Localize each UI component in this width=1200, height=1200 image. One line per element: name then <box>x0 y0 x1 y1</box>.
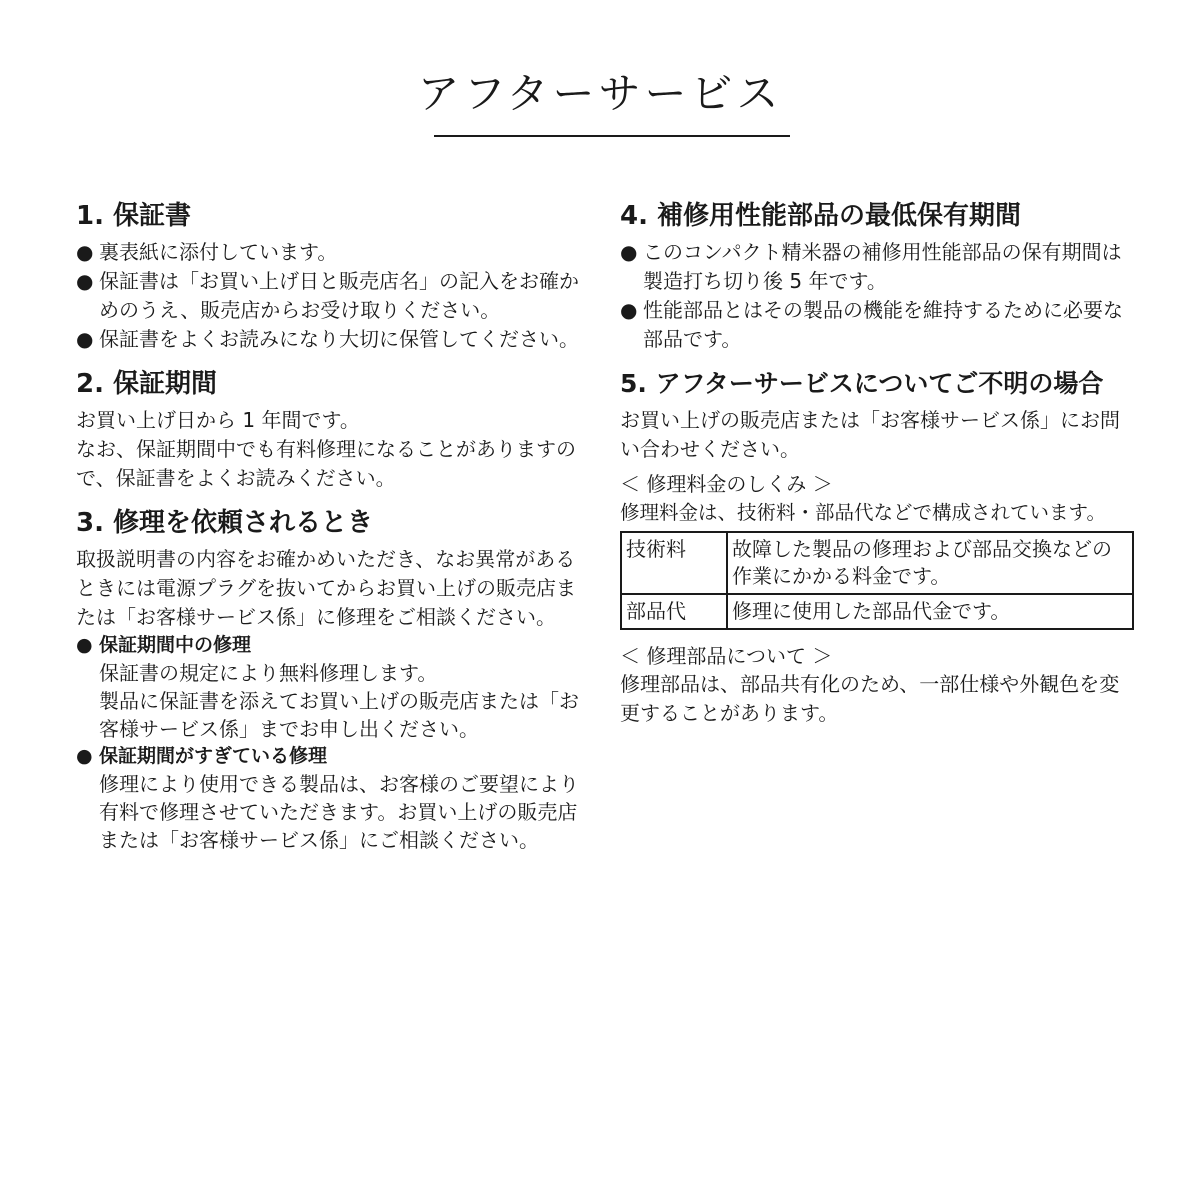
paragraph: お買い上げ日から 1 年間です。 <box>76 408 360 432</box>
bullet-icon: ● <box>620 298 638 322</box>
section-heading: 5. アフターサービスについてご不明の場合 <box>620 369 1104 398</box>
bullet-icon: ● <box>76 269 94 293</box>
list-item: ● このコンパクト精米器の補修用性能部品の保有期間は製造打ち切り後 5 年です。 <box>620 238 1136 296</box>
bullet-icon: ● <box>76 240 94 264</box>
section-heading: 4. 補修用性能部品の最低保有期間 <box>620 201 1022 231</box>
paragraph: 修理料金は、技術料・部品代などで構成されています。 <box>620 501 1106 524</box>
subheading: ＜ 修理料金のしくみ ＞ <box>620 472 833 496</box>
paragraph: 取扱説明書の内容をお確かめいただき、なお異常があるときには電源プラグを抜いてからお買い上げの販売店または「お客様サービス係」に修理をご相談ください。 <box>76 547 576 629</box>
section-heading: 1. 保証書 <box>76 201 192 231</box>
section-heading: 3. 修理を依頼されるとき <box>76 508 374 538</box>
section-after-service-inquiry <box>620 364 1136 728</box>
list-item: ● 保証書をよくお読みになり大切に保管してください。 <box>76 325 590 354</box>
bullet-icon: ● <box>76 745 93 767</box>
bullet-icon: ● <box>76 634 93 656</box>
right-column <box>620 196 1136 738</box>
title-underline <box>434 135 790 137</box>
paragraph: 修理部品は、部品共有化のため、一部仕様や外観色を変更することがあります。 <box>620 672 1120 725</box>
subheading: ● 保証期間中の修理 <box>76 632 590 659</box>
left-column <box>76 196 590 864</box>
paragraph: なお、保証期間中でも有料修理になることがありますので、保証書をよくお読みください。 <box>76 437 576 490</box>
subheading: ● 保証期間がすぎている修理 <box>76 743 590 770</box>
paragraph: 保証書の規定により無料修理します。 <box>99 661 438 685</box>
list-item: ● 保証書は「お買い上げ日と販売店名」の記入をお確かめのうえ、販売店からお受け取りください。 <box>76 267 590 325</box>
fee-table <box>620 531 1134 630</box>
page-title: アフターサービス <box>417 69 783 118</box>
table-row <box>621 594 1133 629</box>
table-cell: 故障した製品の修理および部品交換などの作業にかかる料金です。 <box>727 532 1133 594</box>
section-repair-request <box>76 503 590 854</box>
bullet-icon: ● <box>76 327 94 351</box>
paragraph: 修理により使用できる製品は、お客様のご要望により有料で修理させていただきます。お買い上げの販売店または「お客様サービス係」にご相談ください。 <box>99 772 579 852</box>
section-parts-period <box>620 196 1136 354</box>
table-cell: 部品代 <box>621 594 727 629</box>
paragraph: お買い上げの販売店または「お客様サービス係」にお問い合わせください。 <box>620 408 1120 461</box>
paragraph: 製品に保証書を添えてお買い上げの販売店または「お客様サービス係」までお申し出ください。 <box>99 689 579 741</box>
table-cell: 技術料 <box>621 532 727 594</box>
section-heading: 2. 保証期間 <box>76 369 218 399</box>
subheading: ＜ 修理部品について ＞ <box>620 644 833 668</box>
list-item: ● 性能部品とはその製品の機能を維持するために必要な部品です。 <box>620 296 1136 354</box>
section-warranty-card <box>76 196 590 354</box>
table-row <box>621 532 1133 594</box>
section-warranty-period <box>76 364 590 493</box>
bullet-icon: ● <box>620 240 638 264</box>
table-cell: 修理に使用した部品代金です。 <box>727 594 1133 629</box>
list-item: ● 裏表紙に添付しています。 <box>76 238 590 267</box>
